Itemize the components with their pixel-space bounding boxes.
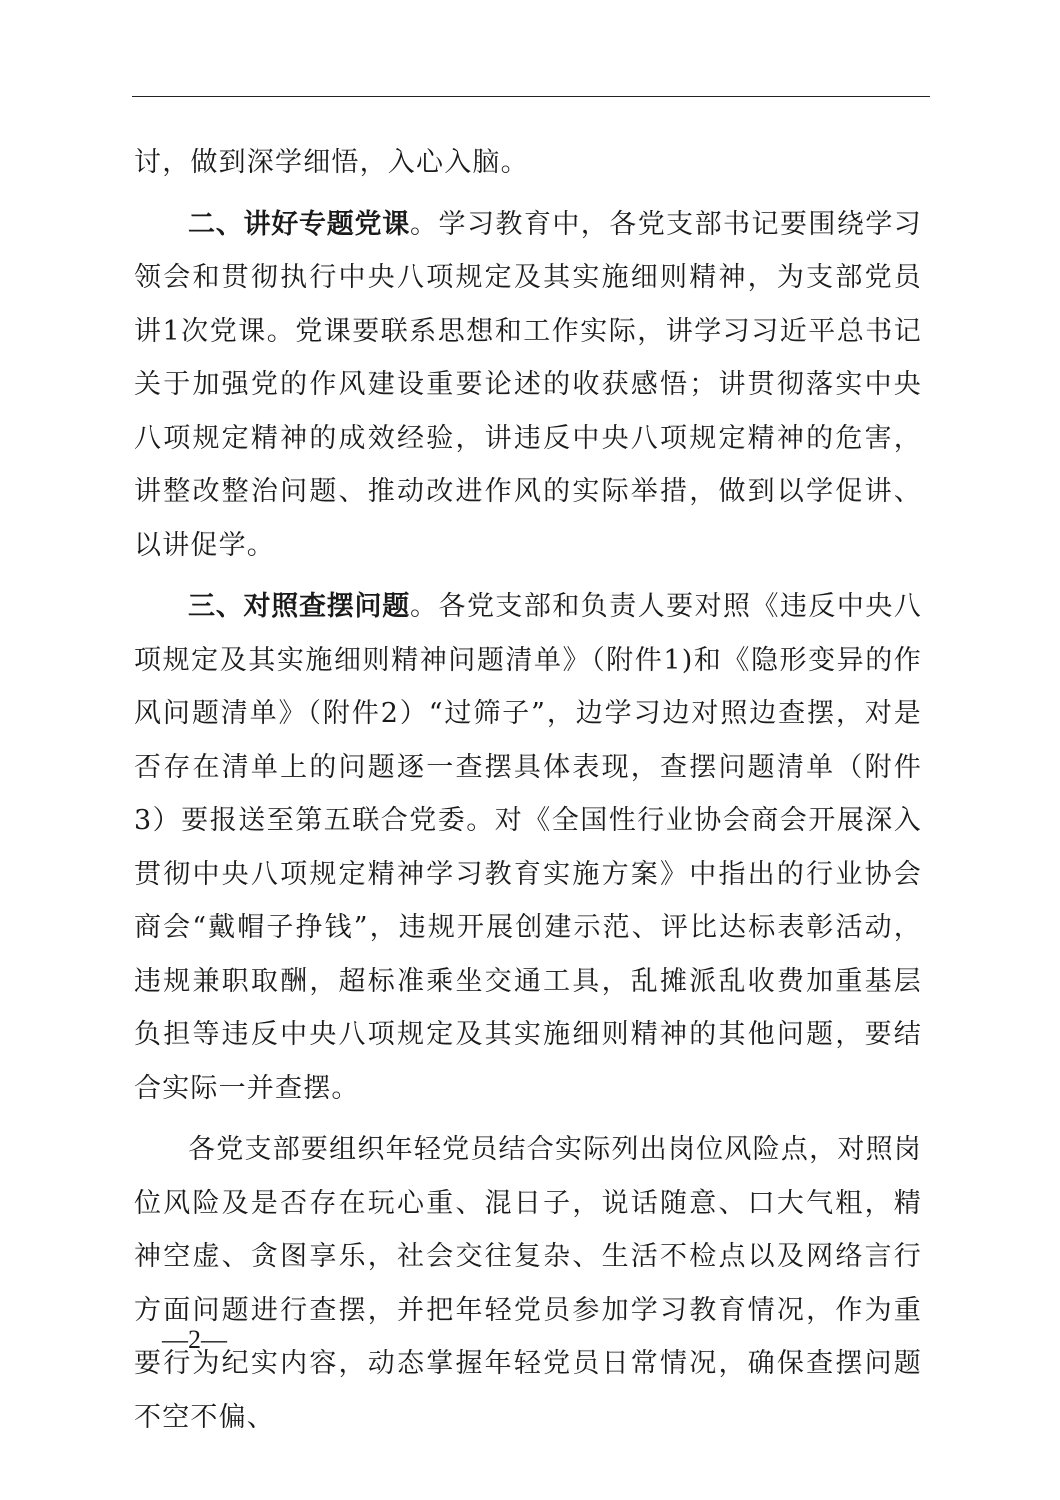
document-body — [134, 136, 922, 1446]
header-rule — [132, 96, 930, 97]
section-3-paragraph — [134, 580, 922, 1115]
section-3-body: 。各党支部和负责人要对照《违反中央八项规定及其实施细则精神问题清单》（附件1)和《隐形变异的作风问题清单》（附件2）“过筛子”，边学习边对照边查摆，对是否存在清单上的问题逐一查摆具体表现，查摆问题清单（附件3）要报送至第五联合党委。对《全国性行业协会商会开展深入贯彻中央八项规定精神学习教育实施方案》中指出的行业协会商会“戴帽子挣钱”，违规开展创建示范、评比达标表彰活动，违规兼职取酬，超标准乘坐交通工具，乱摊派乱收费加重基层负担等违反中央八项规定及其实施细则精神的其他问题，要结合实际一并查摆。 — [134, 591, 922, 1104]
section-3-heading: 三、对照查摆问题 — [188, 591, 411, 622]
page-number: —2— — [162, 1325, 227, 1354]
section-2-paragraph — [134, 198, 922, 573]
section-2-body: 。学习教育中，各党支部书记要围绕学习领会和贯彻执行中央八项规定及其实施细则精神，为支部党员讲1次党课。党课要联系思想和工作实际，讲学习习近平总书记关于加强党的作风建设重要论述的收获感悟；讲贯彻落实中央八项规定精神的成效经验，讲违反中央八项规定精神的危害，讲整改整治问题、推动改进作风的实际举措，做到以学促讲、以讲促学。 — [134, 208, 922, 561]
paragraph-4: 各党支部要组织年轻党员结合实际列出岗位风险点，对照岗位风险及是否存在玩心重、混日子，说话随意、口大气粗，精神空虚、贪图享乐，社会交往复杂、生活不检点以及网络言行方面问题进行查摆，并把年轻党员参加学习教育情况，作为重要行为纪实内容，动态掌握年轻党员日常情况，确保查摆问题不空不偏、 — [134, 1134, 922, 1433]
section-2-heading: 二、讲好专题党课 — [188, 208, 411, 240]
continuation-paragraph: 讨，做到深学细悟，入心入脑。 — [134, 147, 529, 178]
